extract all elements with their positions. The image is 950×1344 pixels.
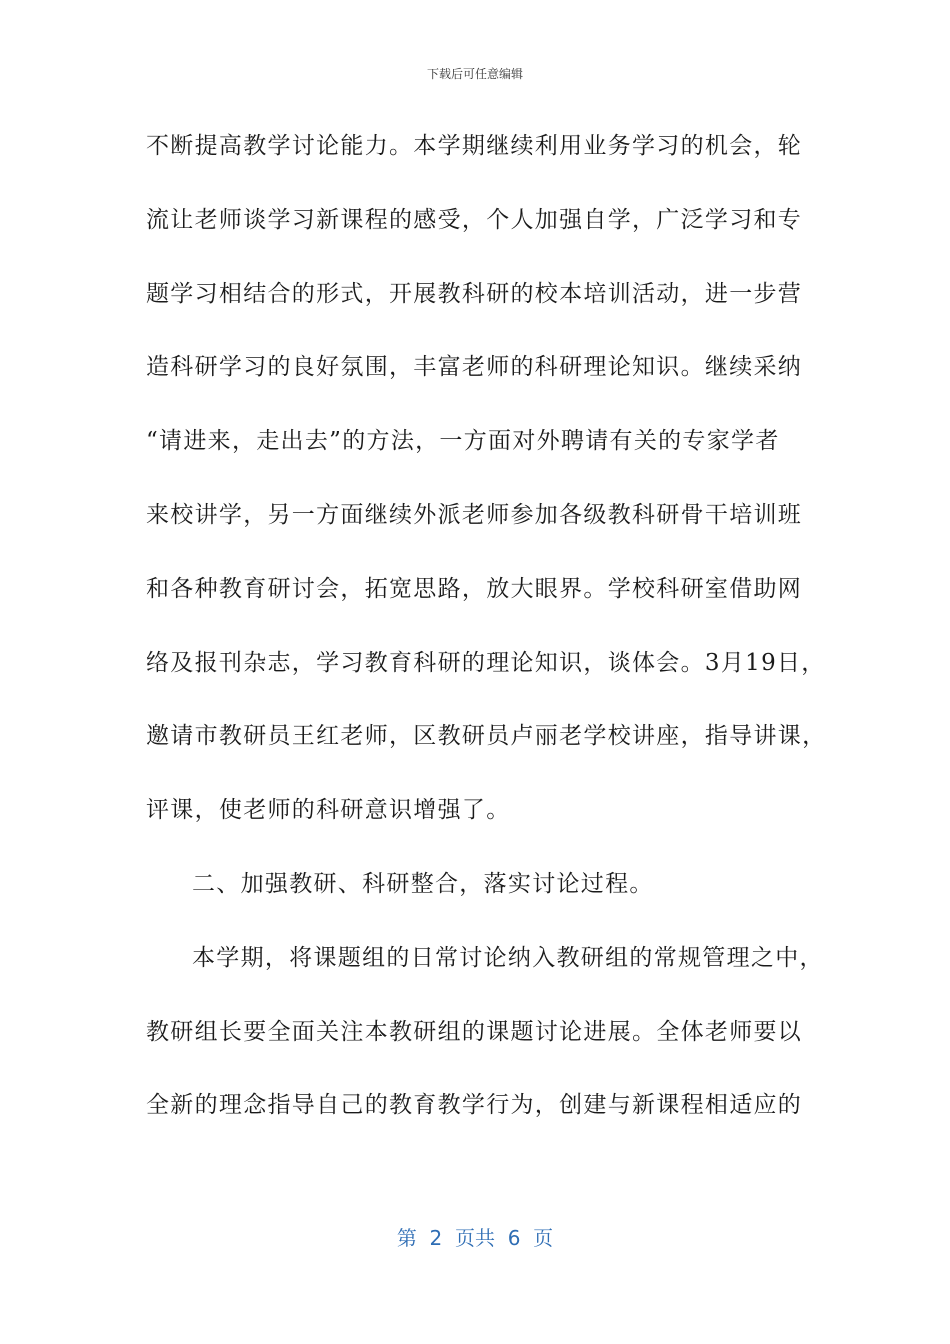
body-line: 不断提高教学讨论能力。本学期继续利用业务学习的机会，轮 — [146, 133, 803, 159]
body-line: 评课，使老师的科研意识增强了。 — [146, 797, 511, 824]
document-body — [146, 126, 827, 1159]
section-heading: 二、加强教研、科研整合，落实讨论过程。 — [192, 870, 654, 897]
body-line: 和各种教育研讨会，拓宽思路，放大眼界。学校科研室借助网 — [146, 575, 803, 602]
page-number-label: 第 2 页共 6 页 — [396, 1226, 554, 1250]
body-line: 全新的理念指导自己的教育教学行为，创建与新课程相适应的 — [146, 1092, 803, 1119]
body-line: 络及报刊杂志，学习教育科研的理论知识，谈体会。3月19日， — [146, 649, 826, 676]
body-line: 教研组长要全面关注本教研组的课题讨论进展。全体老师要以 — [146, 1018, 803, 1045]
page-header-note: 下载后可任意编辑 — [426, 67, 523, 81]
body-line: 造科研学习的良好氛围，丰富老师的科研理论知识。继续采纳 — [146, 354, 803, 381]
body-line: 邀请市教研员王红老师，区教研员卢丽老学校讲座，指导讲课， — [146, 723, 827, 750]
body-line: “请进来，走出去”的方法，一方面对外聘请有关的专家学者 — [146, 428, 780, 455]
body-line: 流让老师谈学习新课程的感受，个人加强自学，广泛学习和专 — [146, 206, 803, 233]
body-line: 本学期，将课题组的日常讨论纳入教研组的常规管理之中， — [192, 944, 824, 971]
page-number-footer — [0, 1224, 950, 1252]
body-line: 来校讲学，另一方面继续外派老师参加各级教科研骨干培训班 — [146, 501, 803, 528]
body-line: 题学习相结合的形式，开展教科研的校本培训活动，进一步营 — [146, 280, 803, 307]
